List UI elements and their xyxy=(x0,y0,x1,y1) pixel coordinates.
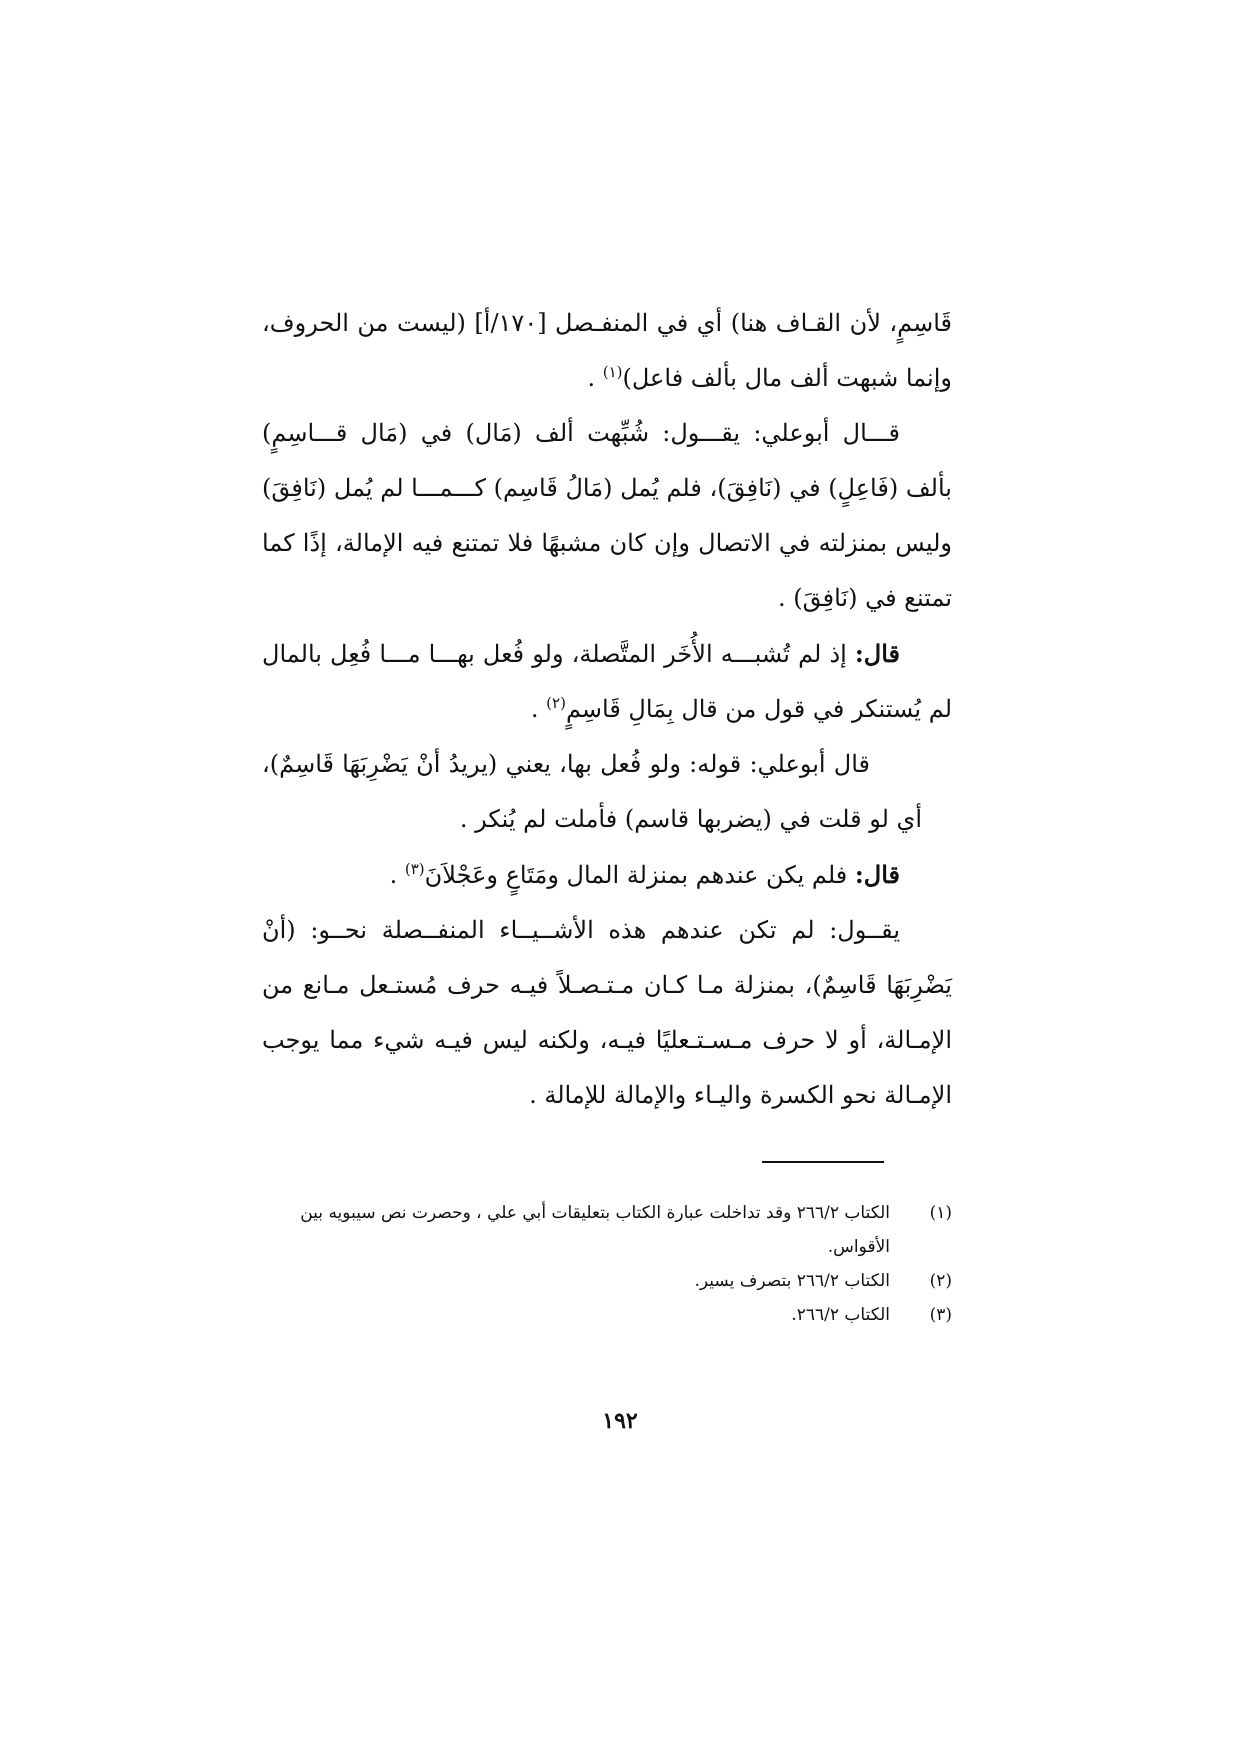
footnote-number: (١) xyxy=(929,1203,952,1223)
paragraph-text: يقــول: لم تكن عندهم هذه الأشــيــاء المنفــصلة نحــو: (أنْ يَضْرِبَهَا قَاسِمٌ)، بمنزلة مـا كـان مـتـصـلاً فيـه حرف مُستـعل مـانع من الإمـالة، أو لا حرف مـسـتـعليًا فيـه، ولكنه ليس فيـه شيء مما يوجب الإمـالة نحو الكسرة واليـاء والإمالة للإمالة . xyxy=(262,916,952,1109)
body-text xyxy=(262,296,952,1123)
footnote-text: الكتاب ٢٦٦/٢ بتصرف يسير. xyxy=(694,1271,890,1291)
speaker-label: قال: xyxy=(854,639,900,668)
footnote-ref-3: (٣) xyxy=(404,860,425,878)
paragraph-text: قـــال أبوعلي: يقـــول: شُبِّهت ألف (مَال) في (مَال قـــاسِمٍ) بألف (فَاعِلٍ) في (نَافِقَ)، فلم يُمل (مَالُ قَاسِم) كـــمـــا لم يُمل (نَافِقَ) وليس بمنزلته في الاتصال وإن كان مشبهًا فلا تمتنع فيه الإمالة، إذًا كما تمتنع في (نَافِقَ) . xyxy=(262,419,952,612)
paragraph-6 xyxy=(262,903,952,1123)
paragraph-text: إذ لم تُشبـــه الأُخَر المتَّصلة، ولو فُعل بهـــا مـــا فُعِل بالمال لم يُستنكر في قول من قال بِمَالِ قَاسِمٍ xyxy=(262,640,952,723)
speaker-label: قال: xyxy=(854,860,900,889)
footnotes xyxy=(262,1196,952,1332)
paragraph-text: فلم يكن عندهم بمنزلة المال ومَتَاعٍ وعَجْلاَنَ xyxy=(424,861,855,889)
footnote-divider xyxy=(762,1161,884,1163)
footnote-text: الكتاب ٢٦٦/٢. xyxy=(791,1305,890,1325)
paragraph-end: . xyxy=(530,695,547,723)
paragraph-text: قَاسِمٍ، لأن القـاف هنا) أي في المنفـصل [١٧٠/أ] (ليست من الحروف، وإنما شبهت ألف مال بألف فاعل) xyxy=(262,309,953,392)
paragraph-1 xyxy=(262,296,952,406)
paragraph-end: . xyxy=(587,364,603,392)
page-number: ١٩٢ xyxy=(602,1408,638,1434)
footnote-ref-1: (١) xyxy=(602,363,623,381)
footnote-number: (٢) xyxy=(929,1271,952,1291)
footnote-1 xyxy=(262,1196,952,1264)
footnote-3 xyxy=(262,1298,952,1332)
paragraph-3 xyxy=(262,626,952,737)
paragraph-2 xyxy=(262,406,952,626)
footnote-2 xyxy=(262,1264,952,1298)
paragraph-end: . xyxy=(389,861,405,889)
paragraph-4 xyxy=(262,737,952,847)
footnote-ref-2: (٢) xyxy=(546,694,566,712)
paragraph-text: قال أبوعلي: قوله: ولو فُعل بها، يعني (يريدُ أنْ يَضْرِبَهَا قَاسِمٌ)، أي لو قلت في (يضربها قاسم) فأملت لم يُنكر . xyxy=(262,750,922,833)
footnote-number: (٣) xyxy=(929,1305,952,1325)
paragraph-5 xyxy=(262,847,952,903)
footnote-text: الكتاب ٢٦٦/٢ وقد تداخلت عبارة الكتاب بتعليقات أبي علي ، وحصرت نص سيبويه بين الأقواس. xyxy=(300,1203,890,1257)
